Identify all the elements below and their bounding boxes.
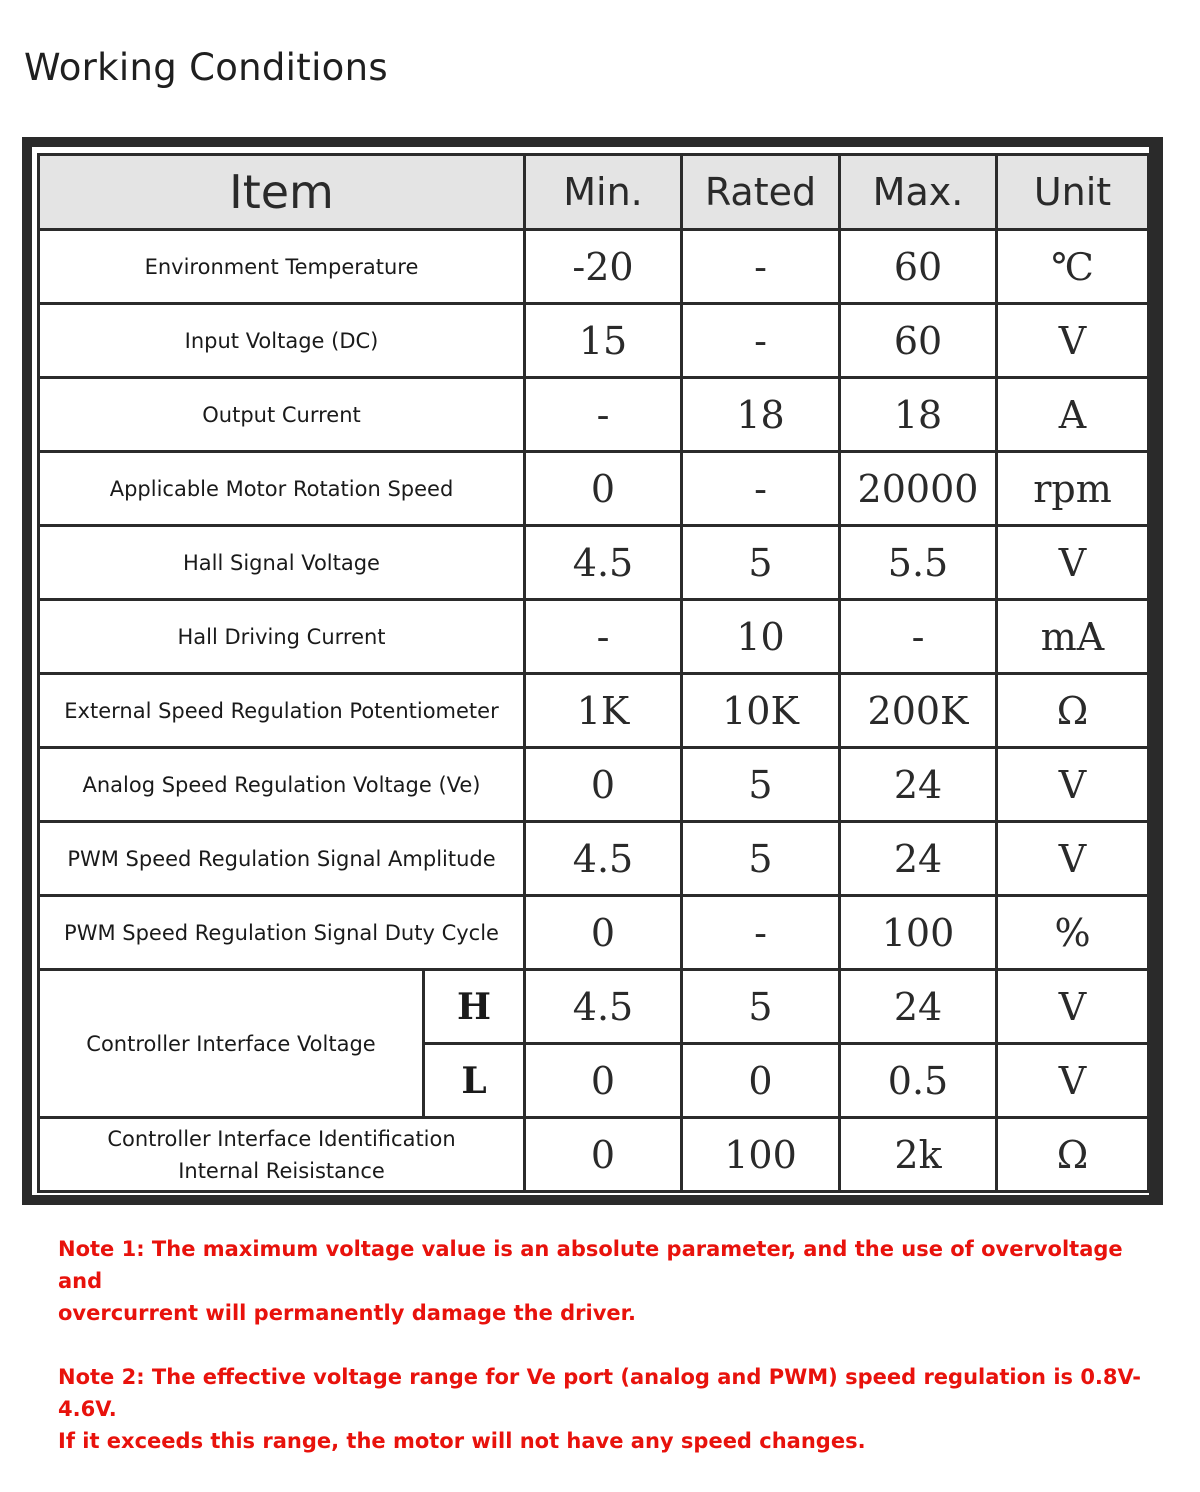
- working-conditions-table: [37, 153, 1150, 1193]
- row-unit: Ω: [997, 1118, 1149, 1192]
- row-item: PWM Speed Regulation Signal Duty Cycle: [39, 896, 525, 970]
- note-1: [58, 1233, 1168, 1329]
- row-max: -: [840, 600, 997, 674]
- row-unit: Ω: [997, 674, 1149, 748]
- row-rated: -: [682, 304, 840, 378]
- header-max: Max.: [840, 155, 997, 230]
- row-max: 60: [840, 230, 997, 304]
- row-rated: -: [682, 452, 840, 526]
- row-rated: 5: [682, 822, 840, 896]
- row-rated: 10K: [682, 674, 840, 748]
- row-unit: V: [997, 1044, 1149, 1118]
- resistance-item: [39, 1118, 525, 1192]
- page-title: Working Conditions: [24, 46, 388, 89]
- note-1-line2: overcurrent will permanently damage the driver.: [58, 1301, 636, 1325]
- row-unit: V: [997, 748, 1149, 822]
- row-min: -: [525, 378, 682, 452]
- level-low-label: L: [424, 1044, 525, 1118]
- row-item: Hall Signal Voltage: [39, 526, 525, 600]
- resistance-row: [39, 1118, 1149, 1192]
- row-item: Analog Speed Regulation Voltage (Ve): [39, 748, 525, 822]
- header-item: Item: [39, 155, 525, 230]
- table-row: [39, 526, 1149, 600]
- row-min: 4.5: [525, 822, 682, 896]
- row-rated: 10: [682, 600, 840, 674]
- row-item: PWM Speed Regulation Signal Amplitude: [39, 822, 525, 896]
- row-unit: A: [997, 378, 1149, 452]
- row-unit: ℃: [997, 230, 1149, 304]
- row-max: 20000: [840, 452, 997, 526]
- row-item: Hall Driving Current: [39, 600, 525, 674]
- row-max: 24: [840, 822, 997, 896]
- row-unit: V: [997, 970, 1149, 1044]
- row-max: 0.5: [840, 1044, 997, 1118]
- row-rated: -: [682, 896, 840, 970]
- row-item: Environment Temperature: [39, 230, 525, 304]
- row-min: 4.5: [525, 526, 682, 600]
- note-2-line2: If it exceeds this range, the motor will not have any speed changes.: [58, 1429, 866, 1453]
- note-2: [58, 1361, 1168, 1457]
- table-row: [39, 452, 1149, 526]
- note-2-line1: Note 2: The effective voltage range for Ve port (analog and PWM) speed regulation is 0.8V-4.6V.: [58, 1365, 1141, 1421]
- table-row: [39, 822, 1149, 896]
- row-max: 24: [840, 748, 997, 822]
- row-max: 2k: [840, 1118, 997, 1192]
- row-rated: 5: [682, 748, 840, 822]
- row-min: -20: [525, 230, 682, 304]
- row-min: 0: [525, 452, 682, 526]
- header-min: Min.: [525, 155, 682, 230]
- row-min: -: [525, 600, 682, 674]
- row-unit: V: [997, 526, 1149, 600]
- controller-voltage-row-high: [39, 970, 1149, 1044]
- resistance-item-line2: Internal Reisistance: [178, 1158, 385, 1183]
- row-min: 1K: [525, 674, 682, 748]
- row-item: External Speed Regulation Potentiometer: [39, 674, 525, 748]
- table-row: [39, 896, 1149, 970]
- row-unit: V: [997, 304, 1149, 378]
- table-row: [39, 230, 1149, 304]
- row-rated: 100: [682, 1118, 840, 1192]
- table-row: [39, 674, 1149, 748]
- row-item: Input Voltage (DC): [39, 304, 525, 378]
- row-unit: V: [997, 822, 1149, 896]
- table-row: [39, 600, 1149, 674]
- row-rated: 5: [682, 970, 840, 1044]
- row-unit: rpm: [997, 452, 1149, 526]
- row-min: 0: [525, 748, 682, 822]
- header-row: [39, 155, 1149, 230]
- row-max: 5.5: [840, 526, 997, 600]
- row-max: 60: [840, 304, 997, 378]
- note-1-line1: Note 1: The maximum voltage value is an absolute parameter, and the use of overvoltage and: [58, 1237, 1123, 1293]
- row-item: Applicable Motor Rotation Speed: [39, 452, 525, 526]
- header-rated: Rated: [682, 155, 840, 230]
- table-row: [39, 378, 1149, 452]
- row-min: 4.5: [525, 970, 682, 1044]
- row-max: 24: [840, 970, 997, 1044]
- row-rated: -: [682, 230, 840, 304]
- table-row: [39, 304, 1149, 378]
- row-item: Output Current: [39, 378, 525, 452]
- row-max: 18: [840, 378, 997, 452]
- row-rated: 18: [682, 378, 840, 452]
- header-unit: Unit: [997, 155, 1149, 230]
- notes: [58, 1233, 1168, 1489]
- row-min: 15: [525, 304, 682, 378]
- level-high-label: H: [424, 970, 525, 1044]
- row-max: 200K: [840, 674, 997, 748]
- row-min: 0: [525, 896, 682, 970]
- row-rated: 5: [682, 526, 840, 600]
- table-row: [39, 748, 1149, 822]
- row-max: 100: [840, 896, 997, 970]
- row-unit: %: [997, 896, 1149, 970]
- resistance-item-line1: Controller Interface Identification: [107, 1126, 456, 1151]
- row-unit: mA: [997, 600, 1149, 674]
- row-min: 0: [525, 1044, 682, 1118]
- row-min: 0: [525, 1118, 682, 1192]
- controller-voltage-item: Controller Interface Voltage: [39, 970, 424, 1118]
- row-rated: 0: [682, 1044, 840, 1118]
